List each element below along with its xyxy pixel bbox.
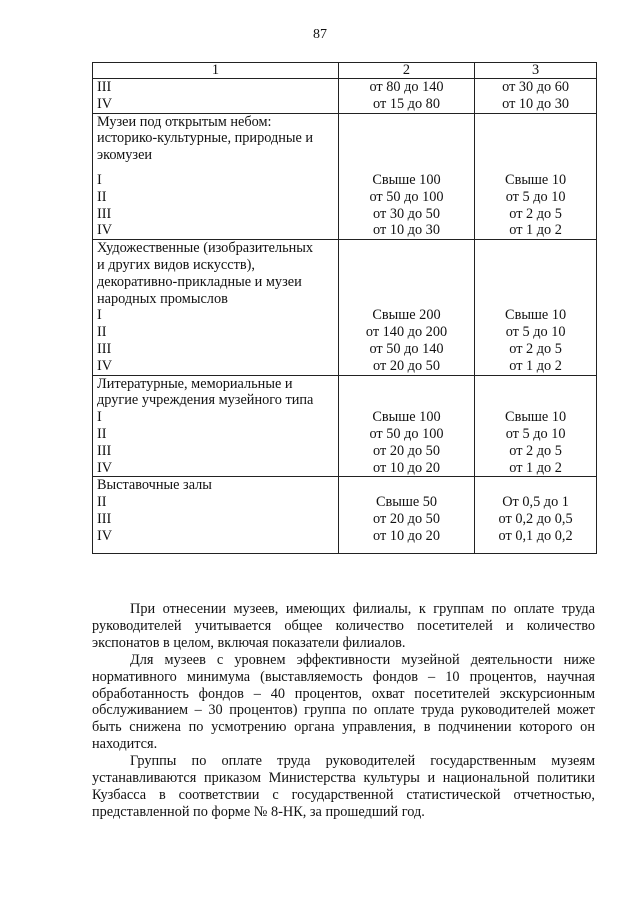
table-header-row (93, 63, 597, 79)
visitors-range: от 50 до 100 (369, 425, 444, 442)
visitors-range: от 30 до 50 (373, 205, 440, 222)
section-title: экомузеи (97, 147, 153, 164)
visitors-range: от 20 до 50 (373, 357, 440, 374)
visitors-range: Свыше 100 (372, 171, 441, 188)
level-label: II (97, 324, 107, 341)
visitors-range: от 20 до 50 (373, 442, 440, 459)
level-label: II (97, 425, 107, 442)
visitors-range: от 50 до 100 (369, 188, 444, 205)
level-label: IV (97, 459, 113, 476)
paragraph-branches: При отнесении музеев, имеющих филиалы, к группам по оплате труда руководителей учитывается общее количество посетителей и количество экспонатов в целом, включая показатели филиалов. (92, 601, 595, 651)
table-row-open-air-museums (93, 113, 597, 240)
level-label: IV (97, 222, 113, 239)
section-title: Литературные, мемориальные и (97, 375, 293, 392)
level-label: IV (97, 95, 113, 112)
exhibits-range: от 5 до 10 (505, 188, 566, 205)
level-label: IV (97, 527, 113, 544)
exhibits-range: Свыше 10 (505, 409, 567, 426)
exhibits-range: от 2 до 5 (509, 442, 562, 459)
exhibits-range: от 5 до 10 (505, 324, 566, 341)
level-label: III (97, 442, 112, 459)
level-label: I (97, 307, 102, 324)
level-label: II (97, 494, 107, 511)
visitors-range: Свыше 50 (375, 494, 438, 511)
museum-groups-table (92, 62, 597, 554)
level-label: III (97, 79, 112, 95)
exhibits-range: Свыше 10 (505, 307, 567, 324)
header-col-1: 1 (93, 63, 339, 79)
exhibits-range: от 30 до 60 (502, 79, 570, 95)
body-text (92, 601, 595, 821)
visitors-range: от 20 до 50 (373, 510, 440, 527)
paragraph-groups-established: Группы по оплате труда руководителей государственным музеям устанавливаются приказом Министерства культуры и национальной политики Кузбасса в соответствии с государственной статистической отчетностью, представленной по форме № 8-НК, за прошедший год. (92, 753, 595, 820)
table-row-continuation (93, 79, 597, 114)
level-label: III (97, 510, 112, 527)
visitors-range: от 10 до 20 (373, 527, 440, 544)
table-row-exhibition-halls (93, 477, 597, 553)
section-title: и других видов искусств), (97, 256, 255, 273)
header-col-3: 3 (475, 63, 597, 79)
exhibits-range: от 0,2 до 0,5 (498, 510, 573, 527)
page-number: 87 (313, 27, 327, 42)
section-title: Выставочные залы (97, 477, 212, 494)
exhibits-range: от 10 до 30 (502, 95, 570, 112)
visitors-range: от 10 до 30 (373, 222, 440, 239)
section-title: Музеи под открытым небом: (97, 113, 272, 130)
exhibits-range: от 1 до 2 (509, 459, 562, 476)
visitors-range: от 140 до 200 (365, 324, 448, 341)
table-row-literary-museums (93, 375, 597, 477)
level-label: IV (97, 357, 113, 374)
table-row-art-museums (93, 240, 597, 375)
level-label: III (97, 340, 112, 357)
paragraph-efficiency: Для музеев с уровнем эффективности музейной деятельности ниже нормативного минимума (выставляемость фондов – 10 процентов, научная обработанность фондов – 40 процентов, охват посетителей экскурсионным обслуживанием – 30 процентов) группа по оплате труда руководителей может быть снижена по усмотрению органа управления, в подчинении которого он находится. (92, 651, 595, 753)
exhibits-range: от 0,1 до 0,2 (498, 527, 573, 544)
exhibits-range: от 2 до 5 (509, 340, 562, 357)
section-title: другие учреждения музейного типа (97, 392, 314, 409)
level-label: II (97, 188, 107, 205)
section-title: декоративно-прикладные и музеи (97, 273, 302, 290)
exhibits-range: от 1 до 2 (509, 357, 562, 374)
exhibits-range: от 5 до 10 (505, 425, 566, 442)
section-title: народных промыслов (97, 290, 228, 307)
visitors-range: Свыше 200 (372, 307, 441, 324)
exhibits-range: От 0,5 до 1 (502, 494, 569, 511)
section-title: Художественные (изобразительных (97, 240, 314, 257)
visitors-range: от 80 до 140 (369, 79, 444, 95)
level-label: I (97, 409, 102, 426)
level-label: III (97, 205, 112, 222)
visitors-range: Свыше 100 (372, 409, 441, 426)
visitors-range: от 15 до 80 (373, 95, 440, 112)
visitors-range: от 50 до 140 (369, 340, 444, 357)
exhibits-range: Свыше 10 (505, 171, 567, 188)
visitors-range: от 10 до 20 (373, 459, 440, 476)
section-title: историко-культурные, природные и (97, 130, 314, 147)
level-label: I (97, 171, 102, 188)
exhibits-range: от 2 до 5 (509, 205, 562, 222)
exhibits-range: от 1 до 2 (509, 222, 562, 239)
header-col-2: 2 (338, 63, 474, 79)
